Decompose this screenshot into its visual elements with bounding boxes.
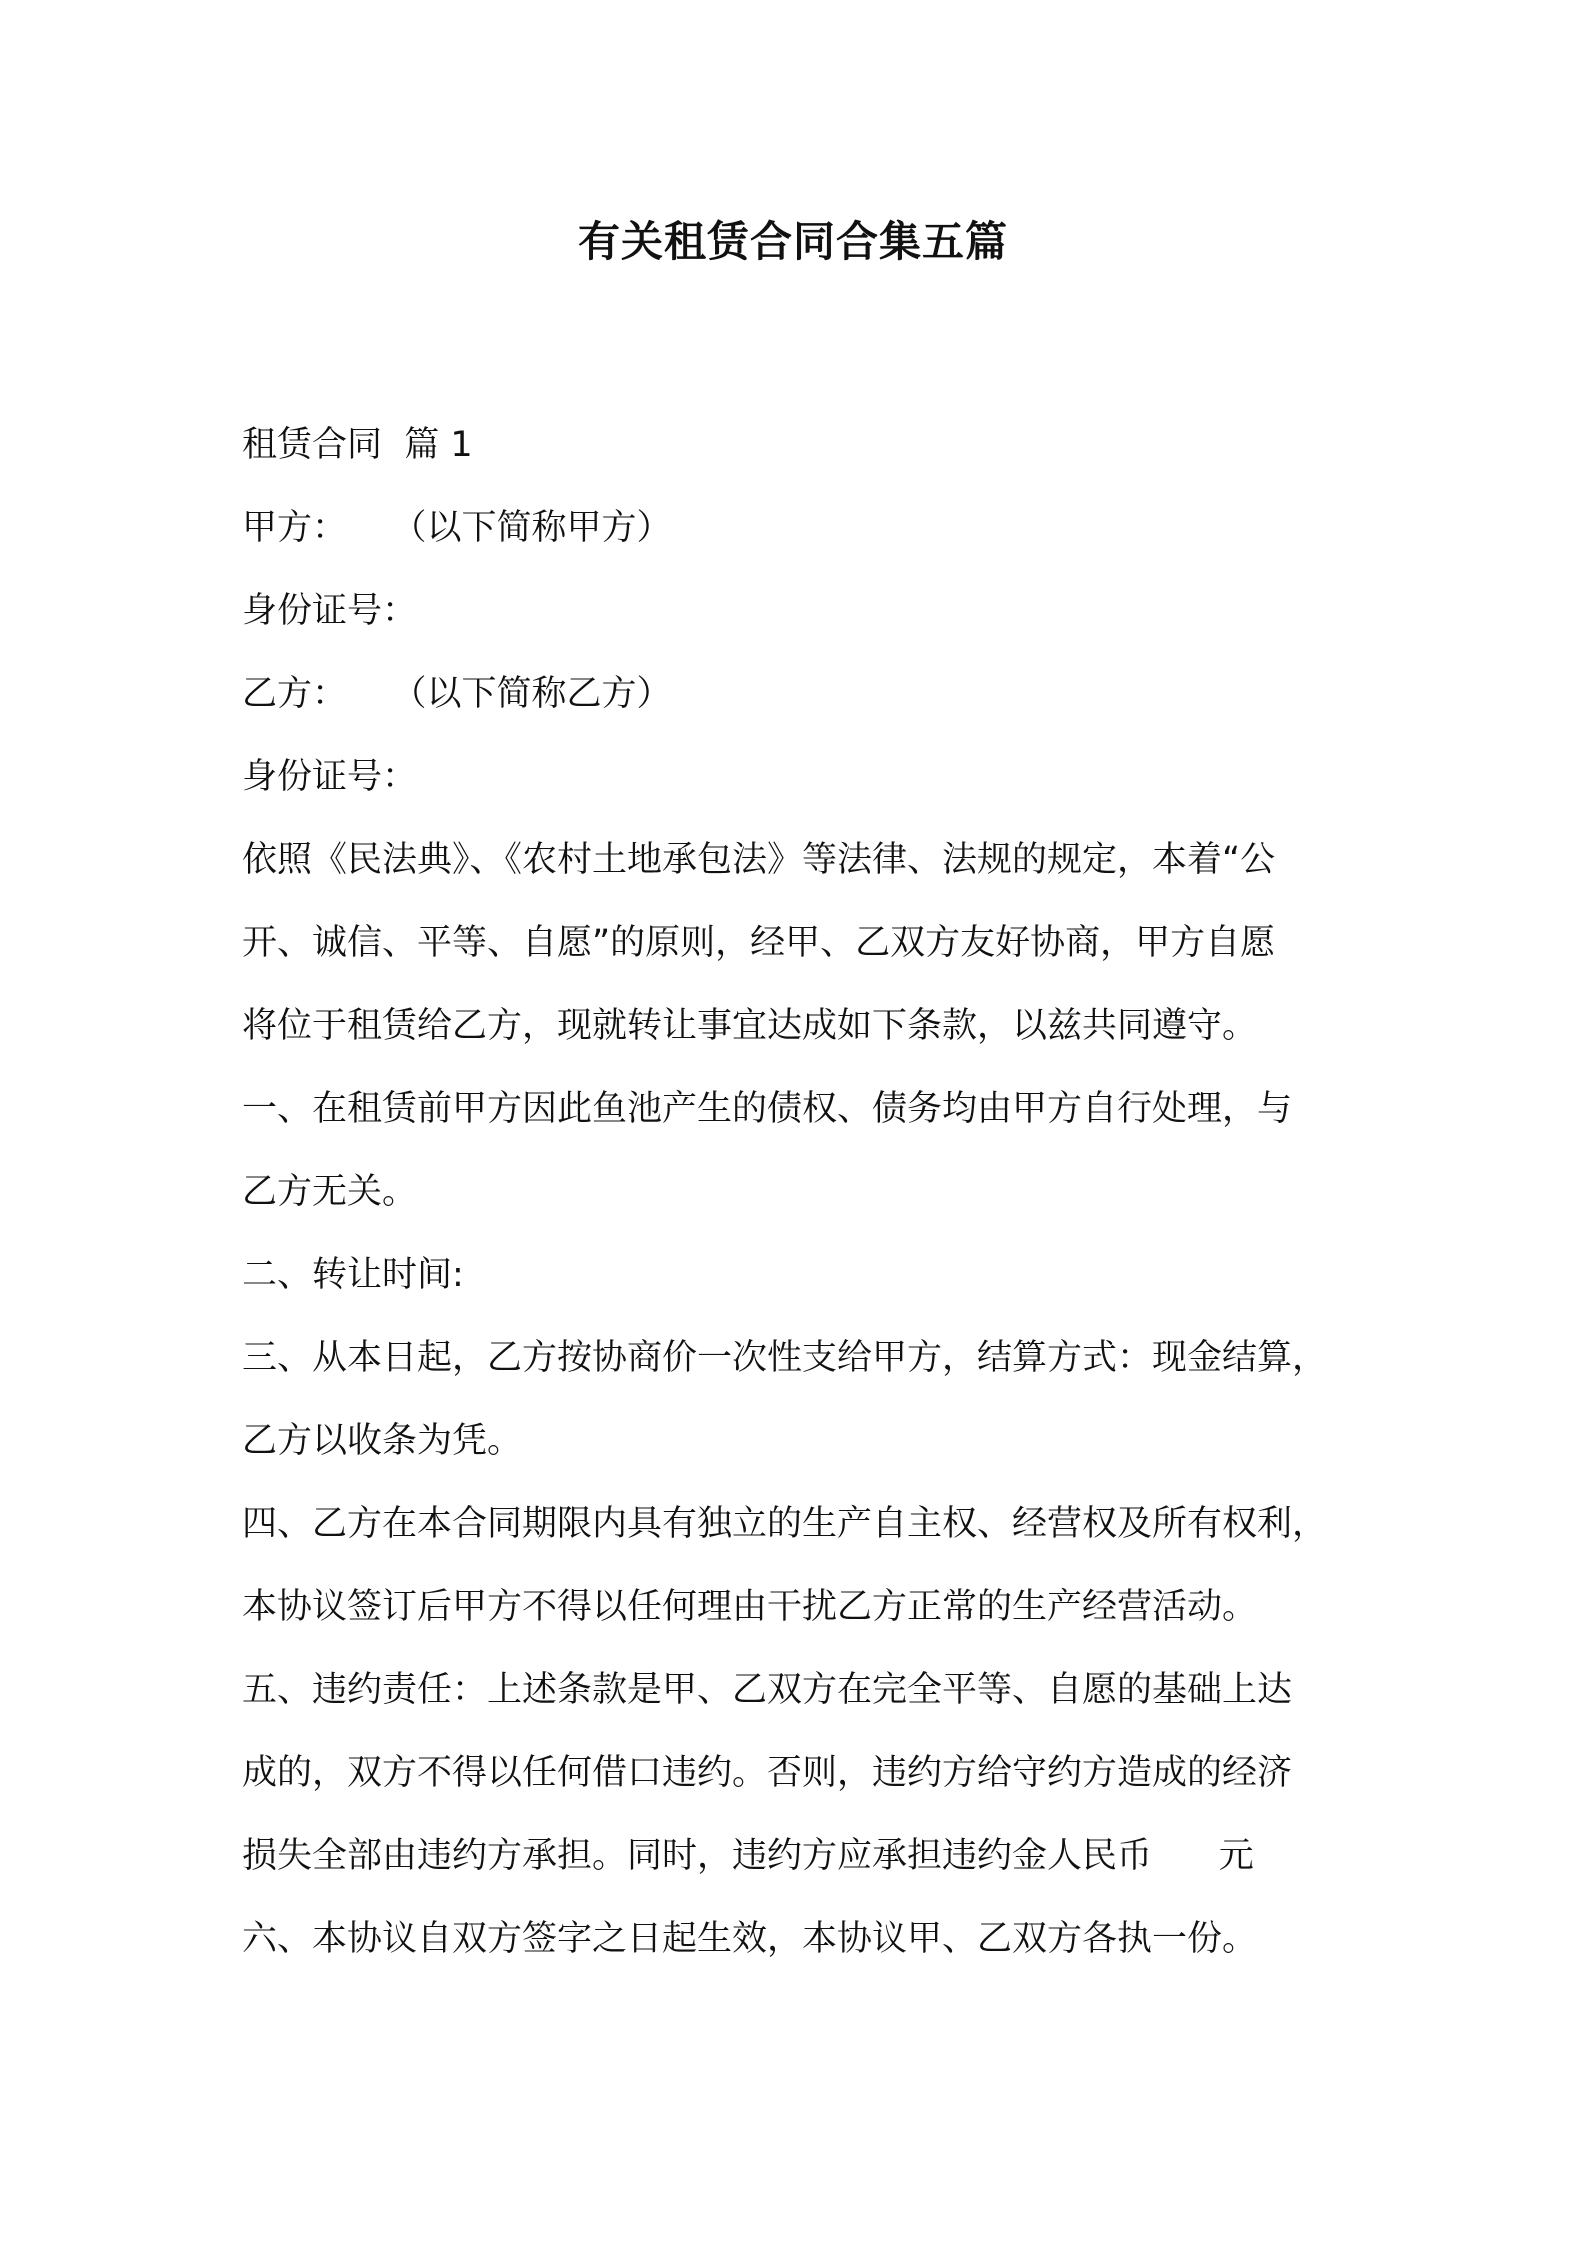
document-body bbox=[242, 404, 1352, 1981]
clause-1-line: 一、在租赁前甲方因此鱼池产生的债权、债务均由甲方自行处理，与 bbox=[242, 1089, 1293, 1129]
party-a-id-line: 身份证号： bbox=[242, 591, 418, 631]
clause-6-line: 六、本协议自双方签字之日起生效，本协议甲、乙双方各执一份。 bbox=[242, 1919, 1258, 1959]
party-b-id-line: 身份证号： bbox=[242, 757, 418, 797]
clause-1-line: 乙方无关。 bbox=[242, 1172, 418, 1212]
clause-3-line: 三、从本日起，乙方按协商价一次性支给甲方，结算方式：现金结算， bbox=[242, 1338, 1328, 1378]
clause-5-line: 成的，双方不得以任何借口违约。否则，违约方给守约方造成的经济 bbox=[242, 1753, 1293, 1793]
document-title: 有关租赁合同合集五篇 bbox=[577, 217, 1008, 266]
preamble-line: 开、诚信、平等、自愿”的原则，经甲、乙双方友好协商，甲方自愿 bbox=[242, 923, 1276, 963]
clause-4-line: 四、乙方在本合同期限内具有独立的生产自主权、经营权及所有权利， bbox=[242, 1504, 1328, 1544]
clause-5-line: 损失全部由违约方承担。同时，违约方应承担违约金人民币 元 bbox=[242, 1836, 1254, 1876]
party-a-line: 甲方： （以下简称甲方） bbox=[242, 508, 672, 548]
clause-2-line: 二、转让时间: bbox=[242, 1255, 464, 1295]
preamble-line: 依照《民法典》、《农村土地承包法》等法律、法规的规定，本着“公 bbox=[242, 840, 1276, 880]
clause-4-line: 本协议签订后甲方不得以任何理由干扰乙方正常的生产经营活动。 bbox=[242, 1587, 1258, 1627]
clause-5-line: 五、违约责任：上述条款是甲、乙双方在完全平等、自愿的基础上达 bbox=[242, 1670, 1293, 1710]
clause-3-line: 乙方以收条为凭。 bbox=[242, 1421, 523, 1461]
preamble-line: 将位于租赁给乙方，现就转让事宜达成如下条款，以兹共同遵守。 bbox=[242, 1006, 1258, 1046]
section-heading: 租赁合同 篇 1 bbox=[242, 425, 473, 465]
party-b-line: 乙方： （以下简称乙方） bbox=[242, 674, 672, 714]
